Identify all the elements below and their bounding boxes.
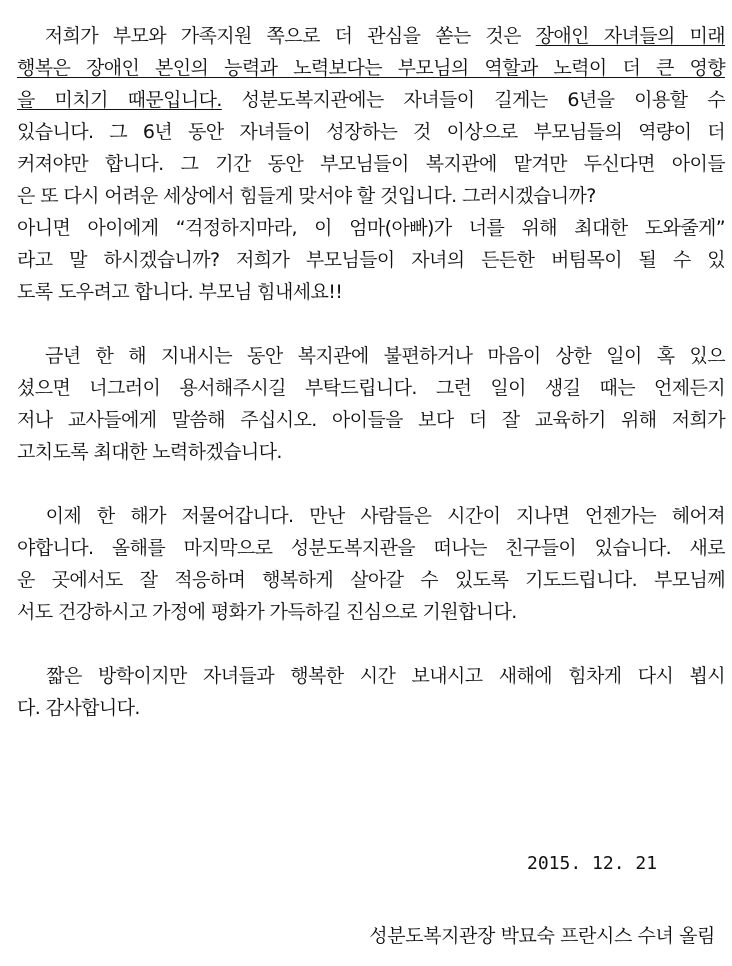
paragraph-line bbox=[17, 180, 725, 212]
line-text: 저나 교사들에게 말씀해 주십시오. 아이들을 보다 더 잘 교육하기 위해 저희가 bbox=[17, 409, 725, 431]
line-text: 은 또 다시 어려운 세상에서 힘들게 맞서야 할 것입니다. 그러시겠습니까? bbox=[17, 185, 596, 207]
paragraph-line bbox=[17, 372, 725, 404]
line-text: 고치도록 최대한 노력하겠습니다. bbox=[17, 441, 282, 463]
line-text: 셨으면 너그러이 용서해주시길 부탁드립니다. 그런 일이 생길 때는 언제든지 bbox=[17, 377, 725, 399]
paragraph-line bbox=[17, 148, 725, 180]
line-text: 커져야만 합니다. 그 기간 동안 부모님들이 복지관에 맡겨만 두신다면 아이들 bbox=[17, 153, 725, 175]
paragraph-line bbox=[17, 660, 725, 692]
paragraph-line bbox=[17, 500, 725, 532]
line-text: 운 곳에서도 잘 적응하며 행복하게 살아갈 수 있도록 기도드립니다. 부모님께 bbox=[17, 569, 725, 591]
line-text: 이제 한 해가 저물어갑니다. 만난 사람들은 시간이 지나면 언젠가는 헤어져 bbox=[17, 505, 725, 527]
paragraph-line bbox=[17, 276, 725, 308]
line-text: 아니면 아이에게 “걱정하지마라, 이 엄마(아빠)가 너를 위해 최대한 도와줄게” bbox=[17, 217, 725, 239]
line-text: 짧은 방학이지만 자녀들과 행복한 시간 보내시고 새해에 힘차게 다시 뵙시 bbox=[17, 665, 725, 687]
line-text: 금년 한 해 지내시는 동안 복지관에 불편하거나 마음이 상한 일이 혹 있으 bbox=[17, 345, 725, 367]
line-text: 서도 건강하시고 가정에 평화가 가득하길 진심으로 기원합니다. bbox=[17, 601, 517, 623]
letter-signature: 성분도복지관장 박묘숙 프란시스 수녀 올림 bbox=[369, 925, 715, 947]
paragraph-line bbox=[17, 340, 725, 372]
paragraph-line bbox=[17, 116, 725, 148]
paragraph-line bbox=[17, 436, 725, 468]
paragraph-line bbox=[17, 212, 725, 244]
paragraph-line bbox=[17, 564, 725, 596]
paragraph-line bbox=[17, 532, 725, 564]
letter-date: 2015. 12. 21 bbox=[527, 853, 658, 874]
line-text: 다. 감사합니다. bbox=[17, 697, 140, 719]
paragraph-line bbox=[17, 84, 725, 116]
underlined-text: 행복은 장애인 본인의 능력과 노력보다는 부모님의 역할과 노력이 더 큰 영향 bbox=[17, 57, 725, 79]
line-text: 야합니다. 올해를 마지막으로 성분도복지관을 떠나는 친구들이 있습니다. 새로 bbox=[17, 537, 725, 559]
paragraph-line bbox=[17, 596, 725, 628]
paragraph-line bbox=[17, 244, 725, 276]
line-text: 있습니다. 그 6년 동안 자녀들이 성장하는 것 이상으로 부모님들의 역량이 더 bbox=[17, 121, 725, 143]
line-text: 라고 말 하시겠습니까? 저희가 부모님들이 자녀의 든든한 버팀목이 될 수 있 bbox=[17, 249, 725, 271]
underlined-text: 을 미치기 때문입니다. bbox=[17, 89, 222, 111]
paragraph-line bbox=[17, 692, 725, 724]
paragraph-line bbox=[17, 20, 725, 52]
line-text: 성분도복지관에는 자녀들이 길게는 6년을 이용할 수 bbox=[221, 89, 725, 111]
line-text: 도록 도우려고 합니다. 부모님 힘내세요!! bbox=[17, 281, 343, 303]
paragraph-line bbox=[17, 404, 725, 436]
underlined-text: 장애인 자녀들의 미래 bbox=[535, 25, 725, 47]
line-text: 저희가 부모와 가족지원 쪽으로 더 관심을 쏟는 것은 bbox=[17, 25, 536, 47]
paragraph-line bbox=[17, 52, 725, 84]
